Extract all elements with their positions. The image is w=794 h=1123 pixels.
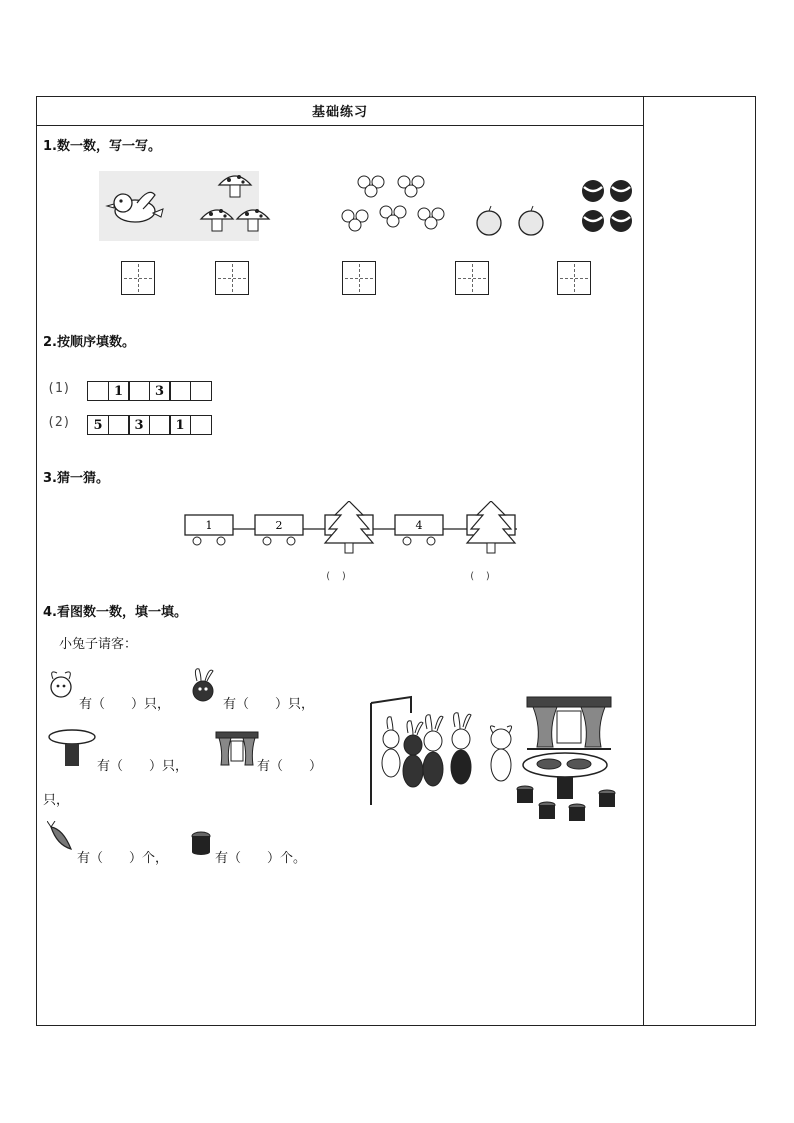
sequence-tag: (1) <box>47 381 71 396</box>
guess-answer-blank[interactable]: ( ) <box>325 571 348 582</box>
rabbit-party-scene <box>367 693 623 829</box>
sequence-row-2 <box>87 415 212 435</box>
rabbit-icon <box>451 713 471 784</box>
guess-answer-blank[interactable]: ( ) <box>469 571 492 582</box>
train-car-label: 1 <box>205 519 213 532</box>
sequence-cell: 1 <box>169 415 191 435</box>
train-car <box>255 515 303 545</box>
sequence-cell[interactable] <box>190 381 212 401</box>
ball-icon <box>610 210 632 232</box>
answer-box-ball[interactable] <box>557 261 591 295</box>
flower-icon <box>418 208 444 229</box>
question-3-label: 3.猜一猜。 <box>43 471 109 486</box>
sequence-cell: 3 <box>128 415 150 435</box>
stool-icon <box>569 804 585 821</box>
sequence-cell: 1 <box>108 381 130 401</box>
flower-icon <box>380 206 406 227</box>
sequence-cell[interactable] <box>128 381 150 401</box>
train-car-label: 2 <box>275 519 283 532</box>
sequence-row-1 <box>87 381 212 401</box>
column-divider <box>643 97 644 1025</box>
rabbit-icon <box>187 667 217 703</box>
window-icon <box>215 731 259 767</box>
train-picture <box>177 501 527 561</box>
carrot-icon <box>47 821 75 855</box>
count-pictures <box>99 171 639 241</box>
sequence-cell: 5 <box>87 415 109 435</box>
apple-icon <box>519 206 543 235</box>
worksheet-table <box>36 96 756 1026</box>
stool-icon <box>517 786 533 803</box>
train-car <box>395 515 443 545</box>
rabbit-icon <box>423 715 443 786</box>
fill-line[interactable]: 有（ ）只， <box>79 697 171 712</box>
fill-line[interactable]: 有（ ）只， <box>97 759 189 774</box>
question-2-label: 2.按顺序填数。 <box>43 335 135 350</box>
fill-line[interactable]: 有（ ）个。 <box>215 851 307 866</box>
fill-line-end: 只， <box>43 793 70 808</box>
answer-box-mushroom[interactable] <box>215 261 249 295</box>
answer-box-bird[interactable] <box>121 261 155 295</box>
sequence-cell[interactable] <box>190 415 212 435</box>
question-4-label: 4.看图数一数，填一填。 <box>43 605 187 620</box>
sequence-cell[interactable] <box>169 381 191 401</box>
sequence-tag: (2) <box>47 415 71 430</box>
page-title: 基础练习 <box>311 105 368 120</box>
flower-icon <box>358 176 384 197</box>
window-icon <box>527 697 611 749</box>
fill-line[interactable]: 有（ ） <box>257 759 323 774</box>
table-icon <box>47 729 97 769</box>
flower-icon <box>398 176 424 197</box>
ball-icon <box>582 180 604 202</box>
tree-icon <box>325 501 373 553</box>
rabbit-icon <box>382 717 400 777</box>
train-car-label: 4 <box>415 519 423 532</box>
tree-icon <box>467 501 515 553</box>
dog-icon <box>47 667 75 701</box>
flower-icon <box>342 210 368 231</box>
stool-icon <box>539 802 555 819</box>
header-divider <box>37 125 643 126</box>
fill-line[interactable]: 有（ ）只， <box>223 697 315 712</box>
sequence-cell[interactable] <box>108 415 130 435</box>
fill-line[interactable]: 有（ ）个， <box>77 851 169 866</box>
ball-icon <box>582 210 604 232</box>
rabbit-icon <box>403 721 423 787</box>
stool-icon <box>599 790 615 807</box>
apple-icon <box>477 206 501 235</box>
question-1-label: 1.数一数，写一写。 <box>43 139 161 154</box>
stool-icon <box>189 831 213 857</box>
sequence-cell[interactable] <box>87 381 109 401</box>
sequence-cell[interactable] <box>149 415 171 435</box>
train-car <box>185 515 233 545</box>
dog-icon <box>490 726 511 781</box>
answer-box-apple[interactable] <box>455 261 489 295</box>
table-icon <box>523 753 607 799</box>
sequence-cell: 3 <box>149 381 171 401</box>
question-4-subtitle: 小兔子请客： <box>59 637 138 652</box>
answer-box-flower[interactable] <box>342 261 376 295</box>
ball-icon <box>610 180 632 202</box>
